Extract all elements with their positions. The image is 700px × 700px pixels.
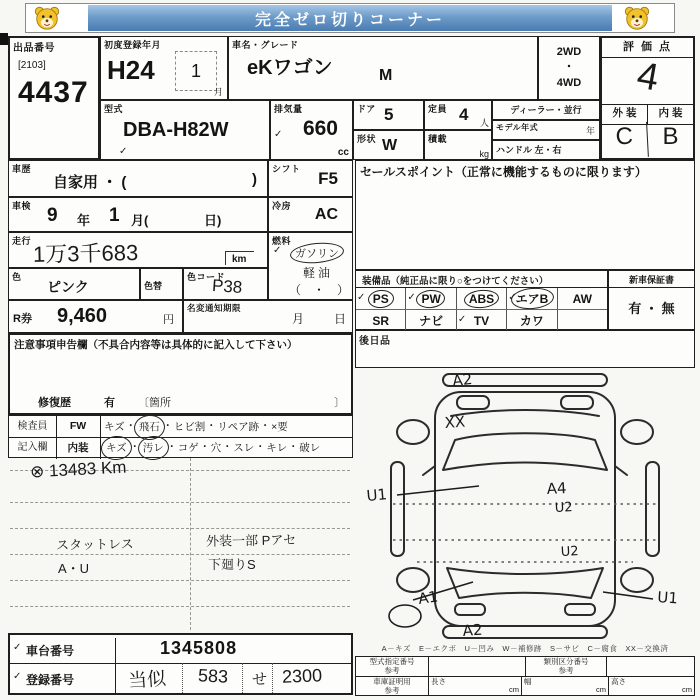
registration-number: 2300 [281, 665, 323, 687]
u1-left-leader-line [397, 486, 479, 495]
inspector-label-1: 検査員 [9, 416, 57, 437]
shift-box [268, 160, 353, 197]
first-registration-month: 1 [175, 51, 217, 91]
history-box [8, 160, 268, 197]
later-items-box [355, 330, 695, 368]
first-registration-label: 初度登録年月 [104, 40, 162, 50]
equipment-cell-sr: SR [372, 313, 390, 328]
model-year-unit: 年 [585, 126, 595, 136]
length-label: 長さ [431, 677, 446, 686]
color-code-value: P38 [211, 275, 243, 298]
windshield [443, 433, 607, 470]
chassis-number: 1345808 [160, 638, 238, 658]
category-number-label: 類別区分番号 [543, 657, 589, 666]
aircon-box [268, 197, 353, 232]
reference-note: 参考 [384, 685, 400, 695]
car-name-value: eKワゴン [247, 57, 333, 79]
front-left-wheel [397, 420, 429, 444]
damage-mark: U2 [560, 544, 579, 560]
teddy-bear-icon-right [622, 4, 652, 32]
fw-item: ・ ×要 [259, 416, 288, 438]
name-change-label: 名変通知期限 [187, 303, 242, 313]
recycle-ticket-box [8, 300, 183, 333]
inspector-row1-head: FW [56, 416, 101, 437]
left-sill [391, 462, 404, 556]
equipment-box [355, 270, 608, 330]
inspector-row2-head: 内装 [56, 437, 101, 459]
shape-box [353, 130, 424, 160]
drive-type-box [538, 36, 600, 100]
exterior-grade: C [601, 122, 649, 159]
car-grade-value: M [379, 67, 393, 84]
damage-mark: U1 [365, 485, 388, 505]
mileage-unit: km [225, 251, 254, 265]
model-year-label: モデル年式 [496, 123, 539, 132]
warranty-box [608, 270, 695, 330]
lot-session: [2103] [18, 60, 46, 71]
interior-item: ・ 穴 [199, 438, 222, 458]
repair-history-close: 〕 [334, 397, 345, 409]
registration-check-mark: ✓ [13, 671, 22, 682]
fuel-label: 燃料 [272, 236, 292, 246]
car-name-label: 車名・グレード [232, 40, 299, 50]
doors-label: ドア [357, 104, 376, 114]
note-studless: スタットレス [55, 536, 134, 553]
name-change-box [183, 300, 353, 333]
displacement-check-mark: ✓ [274, 129, 283, 140]
capacity-unit: 人 [479, 118, 489, 128]
score-value: 4 [633, 54, 662, 100]
equipment-cell-kawa: カワ [506, 310, 556, 331]
teddy-bear-icon-left [32, 4, 62, 32]
caution-box [8, 333, 353, 415]
equipment-cell-empty [557, 310, 607, 331]
fw-item: キズ [104, 421, 125, 433]
repair-history-yes: 有 [104, 397, 115, 409]
damage-legend: A－キズ E－エクボ U－凹み W－補修跡 S－サビ C－腐食 XX－交換済 [381, 644, 669, 653]
fuel-diesel: 軽油 [303, 266, 334, 280]
shape-label: 形状 [357, 134, 377, 144]
interior-grade: B [662, 123, 679, 150]
payload-box [424, 130, 492, 160]
inspector-row2-items [100, 437, 352, 459]
equipment-label: 装備品（純正品に限り○をつけてください） [356, 271, 607, 288]
banner-title: 完全ゼロ切りコーナー [254, 11, 445, 29]
inspection-year: 9 [47, 205, 58, 226]
reference-note: 参考 [384, 665, 400, 675]
registration-label: 登録番号 [26, 673, 75, 687]
repair-history-open: 〔箇所 [138, 397, 171, 409]
damage-mark: U2 [554, 500, 573, 516]
length-unit: cm [509, 685, 519, 695]
history-label: 車歴 [12, 164, 32, 174]
history-value: 自家用 ・ ( [53, 174, 127, 191]
first-registration-box [100, 36, 228, 100]
note-underbody: 下廻りS [208, 557, 256, 572]
category-number-value [607, 657, 694, 676]
color-value: ピンク [47, 279, 89, 295]
inspection-month: 1 [109, 205, 120, 226]
left-mirror [423, 466, 435, 475]
equipment-cell-ps: ✓ PS [357, 291, 389, 306]
handwritten-notes-area [8, 458, 353, 632]
recycle-ticket-label: R券 [13, 313, 32, 325]
width-label: 幅 [524, 677, 532, 686]
damage-mark: A2 [451, 370, 474, 390]
drive-dot: ・ [563, 61, 575, 74]
model-year-box [492, 120, 600, 140]
chassis-check-mark: ✓ [13, 642, 22, 653]
later-items-label: 後日品 [359, 336, 391, 347]
recycle-ticket-unit: 円 [163, 314, 174, 326]
model-check-mark: ✓ [119, 146, 128, 157]
equipment-cell-aw: AW [557, 288, 607, 309]
shape-value: W [382, 137, 398, 154]
right-mirror [615, 466, 627, 475]
inspector-row1-items [100, 416, 352, 437]
right-sill [646, 462, 659, 556]
inspector-label-2: 記入欄 [9, 437, 57, 459]
aircon-label: 冷房 [272, 201, 292, 211]
fuel-check-mark: ✓ [273, 245, 282, 256]
fuel-box [268, 232, 353, 300]
shift-label: シフト [272, 164, 301, 174]
damage-mark: A1 [417, 587, 440, 608]
warranty-value: 有 ・ 無 [628, 301, 675, 316]
color-change-label: 色替 [144, 281, 163, 291]
reference-note: 参考 [558, 665, 574, 675]
registration-region: 当似 [127, 668, 167, 693]
chassis-reg-table [8, 633, 353, 695]
color-label: 色 [12, 272, 22, 282]
repair-history-label: 修復歴 [38, 397, 71, 409]
fw-item: ・ リペア跡 [205, 416, 259, 438]
drive-4wd: 4WD [556, 76, 582, 89]
banner [25, 3, 675, 33]
car-name-box [228, 36, 538, 100]
first-registration-month-unit: 月 [213, 87, 223, 97]
interior-item: ・ コゲ [166, 438, 199, 458]
fw-item-circled: 飛石 [137, 417, 162, 438]
garage-cert-label: 車庫証明用 [373, 677, 411, 686]
lot-number: 4437 [18, 76, 89, 109]
sales-point-box [355, 160, 695, 270]
warranty-label: 新車保証書 [609, 271, 694, 288]
caution-label: 注意事項申告欄（不具合内容等は具体的に記入して下さい） [14, 339, 298, 351]
name-change-month: 月 [292, 312, 305, 326]
inspector-table [8, 415, 353, 458]
doors-value: 5 [384, 105, 394, 124]
color-code-box [183, 268, 268, 300]
registration-class: 583 [197, 665, 229, 687]
dealer-parallel-label: ディーラー・並行 [510, 105, 582, 115]
type-designation-value [429, 657, 526, 676]
odometer-note: ⊗ 13483 Km [29, 457, 127, 482]
handle-label: ハンドル 左・右 [496, 145, 562, 155]
left-headlight [457, 396, 489, 409]
equipment-cell-navi: ナビ [405, 310, 455, 331]
dealer-parallel-box [492, 100, 600, 120]
inspection-day-unit: 日) [204, 213, 222, 228]
hood-line [451, 410, 599, 416]
inspection-year-unit: 年 [77, 213, 91, 228]
damage-mark: A2 [462, 620, 484, 640]
equipment-cell-tv: ✓ TV [456, 310, 506, 331]
front-right-wheel [621, 420, 653, 444]
damage-mark: U1 [656, 588, 679, 608]
handdrawn-circle-mark [389, 605, 421, 627]
displacement-unit: cc [337, 147, 349, 158]
lot-number-box [8, 36, 100, 160]
damage-mark: XX [444, 412, 466, 432]
interior-item-circled: 汚レ [141, 438, 166, 458]
lot-label: 出品番号 [13, 43, 55, 54]
name-change-day: 日 [333, 312, 346, 326]
payload-label: 積載 [428, 134, 448, 144]
fw-item: ・ ヒビ割 [162, 416, 206, 438]
left-taillight [455, 604, 485, 615]
inspection-box [8, 197, 268, 232]
displacement-box [270, 100, 353, 160]
equipment-cell-airbag: ✓ エアB [506, 288, 556, 309]
damage-mark: A4 [546, 478, 567, 498]
capacity-label: 定員 [428, 104, 448, 114]
history-close: ) [252, 171, 257, 188]
displacement-value: 660 [302, 117, 338, 140]
displacement-label: 排気量 [274, 104, 303, 114]
payload-unit: kg [479, 149, 489, 159]
score-label: 評 価 点 [602, 38, 693, 58]
mileage-box [8, 232, 268, 268]
color-change-box [140, 268, 183, 300]
capacity-value: 4 [459, 105, 469, 124]
rear-right-wheel [621, 568, 653, 592]
height-unit: cm [682, 685, 692, 695]
note-au: A・U [58, 561, 90, 576]
reference-table [355, 656, 695, 696]
mileage-value: 1万3千683 [32, 240, 139, 267]
aircon-value: AC [314, 206, 338, 223]
chassis-label: 車台番号 [26, 644, 75, 658]
inspection-month-unit: 月( [131, 213, 149, 228]
handle-box [492, 140, 600, 160]
banner-stripe [88, 5, 612, 31]
mileage-label: 走行 [12, 236, 32, 246]
recycle-ticket-value: 9,460 [57, 305, 108, 327]
interior-item: ・ スレ [221, 438, 254, 458]
u1-right-leader-line [603, 592, 653, 599]
interior-label: 内 装 [658, 107, 683, 119]
capacity-box [424, 100, 492, 130]
model-code-value: DBA-H82W [123, 119, 229, 141]
shift-value: F5 [318, 169, 338, 188]
interior-item: ・ キレ [254, 438, 287, 458]
registration-kana: せ [252, 671, 268, 688]
interior-item-circled: キズ [104, 438, 129, 458]
fuel-paren: （ ・ ） [289, 283, 350, 297]
type-designation-label: 型式指定番号 [369, 657, 415, 666]
right-taillight [565, 604, 595, 615]
print-mark [0, 33, 8, 45]
model-code-box [100, 100, 270, 160]
right-headlight [561, 396, 593, 409]
exterior-label: 外 装 [602, 105, 648, 124]
color-code-label: 色コード [187, 272, 226, 282]
doors-box [353, 100, 424, 130]
fuel-gasoline: ガソリン [293, 245, 341, 261]
model-code-label: 型式 [104, 104, 124, 114]
equipment-cell-pw: ✓ PW [405, 288, 455, 309]
vehicle-damage-diagram [355, 368, 695, 640]
sales-point-label: セールスポイント（正常に機能するものに限ります） [360, 165, 647, 179]
height-label: 高さ [611, 677, 626, 686]
drive-2wd: 2WD [556, 46, 582, 58]
interior-item: ・ 破レ [287, 438, 320, 458]
note-exterior-paint: 外装一部 Pアセ [205, 532, 297, 549]
color-box [8, 268, 140, 300]
first-registration-year: H24 [107, 55, 155, 85]
score-box [600, 36, 695, 160]
inspection-label: 車検 [12, 201, 32, 211]
equipment-cell-abs: ABS [456, 288, 506, 309]
width-unit: cm [596, 685, 606, 695]
